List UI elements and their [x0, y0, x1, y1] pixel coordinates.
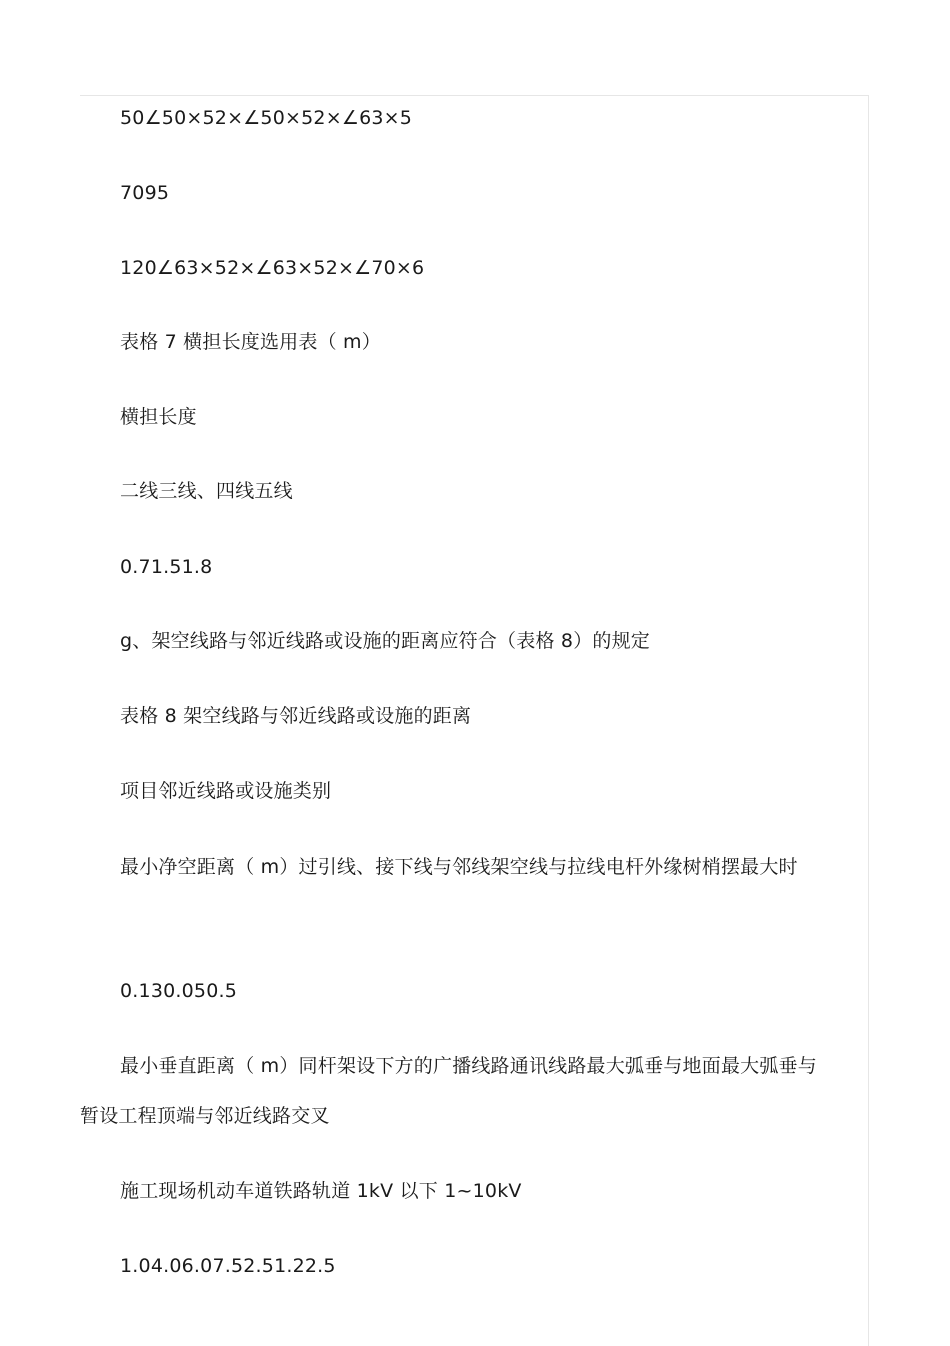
table-8-caption: 表格 8 架空线路与邻近线路或设施的距离 — [120, 705, 472, 727]
paragraph-6: 二线三线、四线五线 — [120, 480, 293, 502]
paragraph-2: 7095 — [120, 182, 170, 204]
paragraph-5: 横担长度 — [120, 406, 197, 428]
table-7-caption: 表格 7 横担长度选用表（ m） — [120, 331, 381, 353]
paragraph-13: 最小垂直距离（ m）同杆架设下方的广播线路通讯线路最大弧垂与地面最大弧垂与暂设工程顶端与邻近线路交叉 — [80, 1055, 817, 1127]
paragraph-1: 50∠50×52×∠50×52×∠63×5 — [120, 107, 413, 129]
paragraph-10: 项目邻近线路或设施类别 — [120, 780, 332, 802]
paragraph-12: 0.130.050.5 — [120, 980, 238, 1002]
paragraph-15: 1.04.06.07.52.51.22.5 — [120, 1255, 336, 1277]
paragraph-11: 最小净空距离（ m）过引线、接下线与邻线架空线与拉线电杆外缘树梢摆最大时 — [120, 856, 798, 878]
paragraph-14: 施工现场机动车道铁路轨道 1kV 以下 1~10kV — [120, 1180, 522, 1202]
paragraph-8: g、架空线路与邻近线路或设施的距离应符合（表格 8）的规定 — [120, 630, 650, 652]
paragraph-3: 120∠63×52×∠63×52×∠70×6 — [120, 257, 425, 279]
paragraph-7: 0.71.51.8 — [120, 556, 213, 578]
